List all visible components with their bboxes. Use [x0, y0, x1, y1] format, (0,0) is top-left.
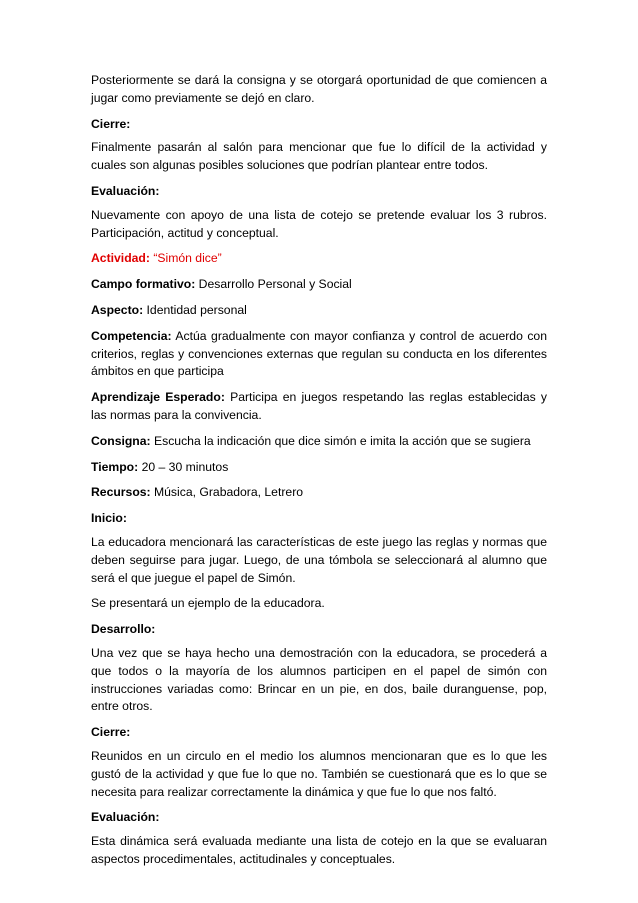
- evaluacion-heading: Evaluación:: [91, 183, 160, 198]
- campo-label: Campo formativo:: [91, 277, 196, 292]
- recursos-line: [91, 484, 547, 502]
- actividad-value: “Simón dice”: [153, 251, 222, 266]
- campo-line: [91, 276, 547, 294]
- cierre-paragraph: Finalmente pasarán al salón para mencionar que fue lo difícil de la actividad y cuales son algunas posibles soluciones que podrían plantear entre todos.: [91, 140, 547, 173]
- aspecto-label: Aspecto:: [91, 302, 144, 317]
- aprendizaje-value: Participa en juegos respetando las reglas establecidas y las normas para la convivencia.: [91, 390, 547, 422]
- actividad-label: Actividad:: [91, 251, 150, 266]
- document-page: [91, 72, 547, 877]
- consigna-line: [91, 433, 547, 451]
- consigna-value: Escucha la indicación que dice simón e imita la acción que se sugiera: [150, 433, 531, 448]
- recursos-value: Música, Grabadora, Letrero: [150, 485, 304, 500]
- competencia-label: Competencia:: [91, 328, 172, 343]
- aprendizaje-label: Aprendizaje Esperado:: [91, 390, 225, 405]
- inicio-heading: Inicio:: [91, 511, 127, 526]
- aprendizaje-line: [91, 389, 547, 425]
- inicio-paragraph: La educadora mencionará las características de este juego las reglas y normas que deben seguirse para jugar. Luego, de una tómbola se seleccionará al alumno que será el que juegue el papel de Simón.: [91, 534, 547, 585]
- evaluacion-paragraph: Nuevamente con apoyo de una lista de cotejo se pretende evaluar los 3 rubros. Participación, actitud y conceptual.: [91, 207, 547, 240]
- tiempo-value: 20 – 30 minutos: [138, 459, 229, 474]
- recursos-label: Recursos:: [91, 485, 151, 500]
- competencia-line: [91, 328, 547, 381]
- cierre-heading: Cierre:: [91, 116, 131, 131]
- tiempo-line: [91, 459, 547, 477]
- tiempo-label: Tiempo:: [91, 459, 139, 474]
- desarrollo-heading: Desarrollo:: [91, 622, 156, 637]
- inicio-paragraph-2: Se presentará un ejemplo de la educadora.: [91, 596, 325, 611]
- evaluacion-paragraph-2: Esta dinámica será evaluada mediante una lista de cotejo en la que se evaluaran aspectos procedimentales, actitudinales y conceptuales.: [91, 834, 547, 866]
- consigna-label: Consigna:: [91, 433, 151, 448]
- aspecto-line: [91, 302, 547, 320]
- evaluacion-heading-2: Evaluación:: [91, 810, 160, 825]
- cierre-heading-2: Cierre:: [91, 725, 131, 740]
- cierre-paragraph-2: Reunidos en un circulo en el medio los alumnos mencionaran que es lo que les gustó de la actividad y que fue lo que no. También se cuestionará que es lo que se necesita para realizar correctamente la dinámica y que fue lo que nos faltó.: [91, 748, 547, 799]
- aspecto-value: Identidad personal: [143, 302, 247, 317]
- desarrollo-paragraph: Una vez que se haya hecho una demostración con la educadora, se procederá a que todos o la mayoría de los alumnos participen en el papel de simón con instrucciones variadas como: Brincar en un pie, en dos, baile duranguense, pop, entre otros.: [91, 645, 547, 714]
- competencia-value: Actúa gradualmente con mayor confianza y control de acuerdo con criterios, reglas y convenciones externas que regulan su conducta en los diferentes ámbitos en que participa: [91, 328, 547, 379]
- campo-value: Desarrollo Personal y Social: [195, 277, 352, 292]
- intro-paragraph: Posteriormente se dará la consigna y se otorgará oportunidad de que comiencen a jugar como previamente se dejó en claro.: [91, 73, 547, 105]
- actividad-line: [91, 250, 547, 268]
